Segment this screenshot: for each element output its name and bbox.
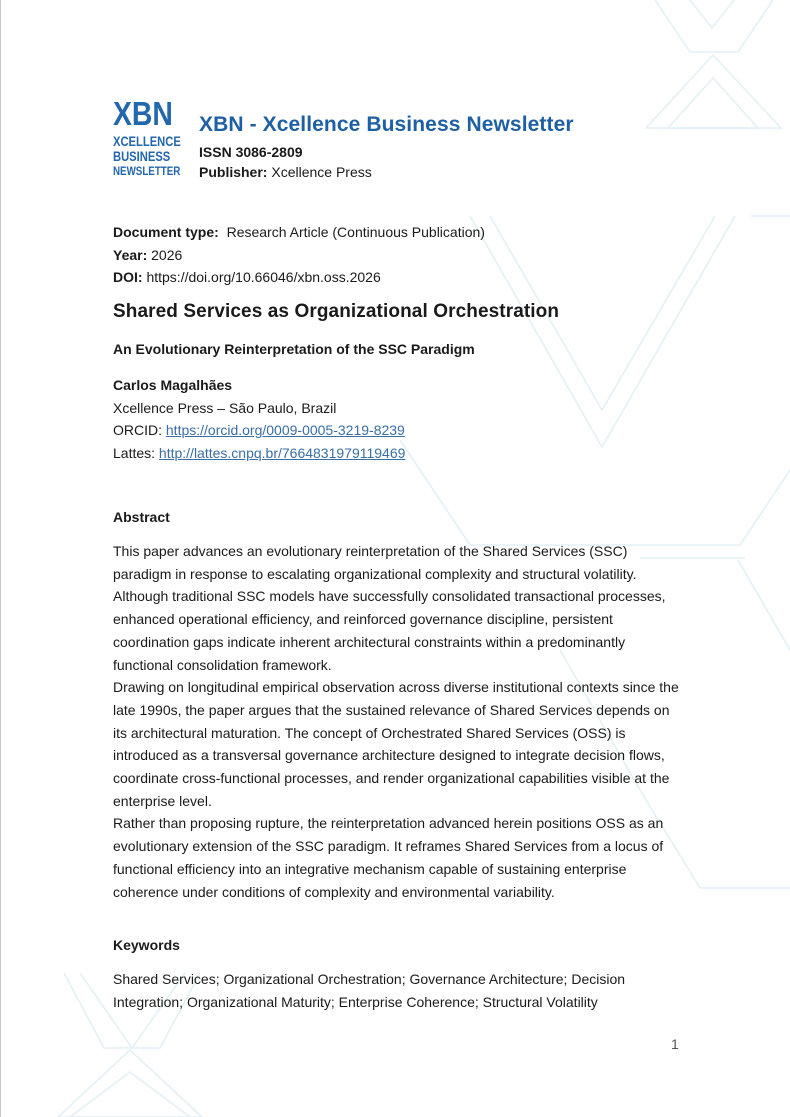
year-label: Year: <box>113 246 148 263</box>
doi-line <box>113 266 485 289</box>
lattes-label: Lattes: <box>113 444 156 461</box>
logo-line-2: BUSINESS <box>113 148 171 164</box>
keywords-heading: Keywords <box>113 937 180 953</box>
doi-label: DOI: <box>113 269 143 285</box>
page-edge <box>0 0 1 1117</box>
doc-type-value: Research Article (Continuous Publication) <box>226 224 485 240</box>
abstract-heading: Abstract <box>113 509 170 525</box>
publisher-value: Xcellence Press <box>271 164 372 180</box>
keywords-list: Shared Services; Organizational Orchestration; Governance Architecture; Decision Integration; Organizational Maturity; Enterprise Coherence; Structural Volatility <box>113 971 626 1010</box>
orcid-label: ORCID: <box>113 422 162 438</box>
doc-type-line <box>113 221 485 244</box>
logo-abbr: XBN <box>113 95 173 132</box>
paper-subtitle: An Evolutionary Reinterpretation of the SSC Paradigm <box>113 341 475 357</box>
journal-publisher <box>199 164 372 180</box>
abstract-paragraph: Drawing on longitudinal empirical observation across diverse institutional contexts since the late 1990s, the paper argues that the sustained relevance of Shared Services depends on its architectural maturation. The concept of Orchestrated Shared Services (OSS) is introduced as a transversal governance architecture designed to integrate decision flows, coordinate cross-functional processes, and render organizational capabilities visible at the enterprise level. <box>113 679 679 809</box>
abstract-body <box>113 540 683 903</box>
abstract-paragraph: This paper advances an evolutionary reinterpretation of the Shared Services (SSC) paradigm in response to escalating organizational complexity and structural volatility. Although traditional SSC models have successfully consolidated transactional processes, enhanced operational efficiency, and reinforced governance discipline, persistent coordination gaps indicate inherent architectural constraints within a predominantly functional consolidation framework. <box>113 543 666 673</box>
document-metadata <box>113 221 485 289</box>
author-affiliation: Xcellence Press – São Paulo, Brazil <box>113 399 337 416</box>
doc-type-label: Document type: <box>113 224 219 240</box>
journal-title: XBN - Xcellence Business Newsletter <box>199 113 574 136</box>
doi-value: https://doi.org/10.66046/xbn.oss.2026 <box>146 269 381 285</box>
year-line <box>113 244 485 267</box>
orcid-link[interactable]: https://orcid.org/0009-0005-3219-8239 <box>165 422 405 438</box>
logo-line-1: XCELLENCE <box>113 133 181 149</box>
logo-line-3: NEWSLETTER <box>113 166 181 178</box>
journal-logo <box>113 95 187 178</box>
year-value: 2026 <box>151 246 183 263</box>
lattes-line <box>113 442 405 465</box>
lattes-link[interactable]: http://lattes.cnpq.br/7664831979119469 <box>158 444 406 461</box>
paper-title: Shared Services as Organizational Orchestration <box>113 301 560 322</box>
publisher-label: Publisher: <box>199 164 268 180</box>
orcid-line <box>113 419 405 442</box>
journal-header <box>113 95 673 180</box>
page-number: 1 <box>671 1036 679 1052</box>
author-name: Carlos Magalhães <box>113 377 233 393</box>
journal-issn: ISSN 3086-2809 <box>199 144 303 160</box>
author-block <box>113 374 405 464</box>
abstract-paragraph: Rather than proposing rupture, the reinterpretation advanced herein positions OSS as an evolutionary extension of the SSC paradigm. It reframes Shared Services from a locus of functional efficiency into an integrative mechanism capable of sustaining enterprise coherence under conditions of complexity and environmental variability. <box>113 815 664 900</box>
